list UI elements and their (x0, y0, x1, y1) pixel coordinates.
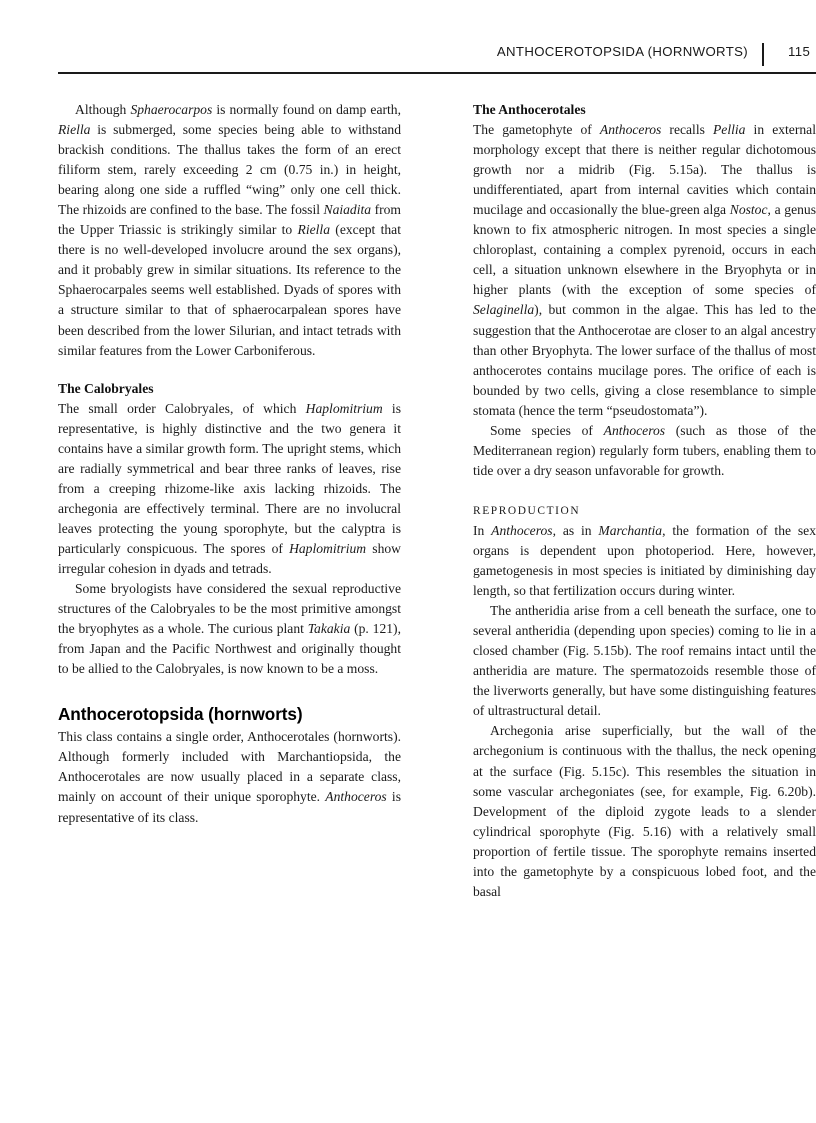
paragraph: Some species of Anthoceros (such as those of the Mediterranean region) regularly form tubers, enabling them to tide over a dry season unfavorable for growth. (473, 422, 816, 478)
italic-term: Riella (297, 222, 330, 238)
paragraph: This class contains a single order, Anthocerotales (hornworts). Although formerly included with Marchantiopsida, the Anthocerotales are now usually placed in a separate class, mainly on account of their unique sporophyte. Anthoceros is representative of its class. (58, 729, 402, 825)
italic-term: Selaginella (473, 302, 535, 318)
italic-term: Takakia (307, 621, 351, 637)
paragraph: Archegonia arise superficially, but the wall of the archegonium is continuous with the thallus, the neck opening at the surface (Fig. 5.15c). This resembles the situation in some vascular archegoniates (see, for example, Fig. 6.20b). Development of the diploid zygote leads to a slender cylindrical sporophyte (Fig. 5.16) with a relatively small proportion of fertile tissue. The sporophyte remains inserted into the gametophyte by a conspicuous lobed foot, and the basal (473, 723, 816, 899)
italic-term: Nostoc (729, 202, 768, 218)
right-column (473, 100, 816, 902)
italic-term: Haplomitrium (305, 400, 383, 416)
page-number: 115 (788, 44, 811, 59)
italic-term: Haplomitrium (289, 540, 367, 556)
paragraph: Although Sphaerocarpos is normally found on damp earth, Riella is submerged, some species being able to withstand brackish conditions. The thallus takes the form of an erect filiform stem, rarely exceeding 2 cm (0.75 in.) in height, bearing along one side a ruffled “wing” only one cell thick. The rhizoids are confined to the base. The fossil Naiadita from the Upper Triassic is strikingly similar to Riella (except that there is no well-developed involucre around the sex organs), and it probably grew in similar situations. Its reference to the Sphaerocarpales seems well established. Dyads of spores with a structure similar to that of sphaerocarpalean spores have been described from the lower Silurian, and intact tetrads with similar features from the Lower Carboniferous. (58, 102, 401, 358)
spacer (58, 679, 401, 703)
italic-term: Marchantia (598, 522, 663, 538)
subheading-reproduction: REPRODUCTION (473, 504, 581, 517)
subheading-anthocerotales: The Anthocerotales (473, 102, 586, 117)
italic-term: Naiadita (323, 202, 372, 218)
header-horizontal-rule (58, 72, 816, 74)
spacer (58, 361, 401, 379)
paragraph: Some bryologists have considered the sexual reproductive structures of the Calobryales to be the most primitive amongst the bryophytes as a whole. The curious plant Takakia (p. 121), from Japan and the Pacific Northwest and originally thought to be allied to the Calobryales, is now known to be a moss. (58, 581, 401, 677)
header-title: ANTHOCEROTOPSIDA (HORNWORTS) (496, 44, 748, 59)
italic-term: Anthoceros (325, 789, 387, 805)
paragraph: In Anthoceros, as in Marchantia, the formation of the sex organs is dependent upon photoperiod. Here, however, gametogenesis in most species is initiated by diminishing day length, so that fertilization occurs during winter. (473, 522, 816, 599)
section-heading-anthocerotopsida: Anthocerotopsida (hornworts) (58, 704, 303, 725)
left-column (58, 100, 401, 828)
paragraph: The antheridia arise from a cell beneath the surface, one to several antheridia (depending upon species) coming to lie in a closed chamber (Fig. 5.15b). The roof remains intact until the antheridia are mature. The spermatozoids resemble those of the liverworts generally, but have some distinguishing features of ultrastructural detail. (473, 603, 816, 719)
italic-term: Anthoceros (491, 522, 553, 538)
italic-term: Anthoceros (603, 422, 666, 438)
italic-term: Sphaerocarpos (130, 102, 213, 117)
header-separator-rule (762, 43, 764, 66)
italic-term: Riella (58, 122, 91, 138)
subheading-calobryales: The Calobryales (58, 380, 154, 396)
italic-term: Pellia (712, 122, 746, 138)
running-header (58, 44, 816, 74)
spacer (473, 481, 816, 501)
italic-term: Anthoceros (599, 122, 662, 138)
paragraph: The gametophyte of Anthoceros recalls Pellia in external morphology except that there is neither regular dichotomous growth nor a midrib (Fig. 5.15a). The thallus is undifferentiated, apart from internal cavities which contain mucilage and occasionally the blue-green alga Nostoc, a genus known to fix atmospheric nitrogen. In most species a single chloroplast, containing a complex pyrenoid, occurs in each cell, a situation unknown elsewhere in the Bryophyta or in higher plants (with the exception of some species of Selaginella), but common in the algae. This has led to the suggestion that the Anthocerotae are closer to an algal ancestry than other Bryophyta. The lower surface of the thallus of most anthocerotes contains mucilage pores. The orifice of each is bounded by two cells, giving a close resemblance to simple stomata (hence the term “pseudostomata”). (473, 122, 816, 418)
paragraph: The small order Calobryales, of which Haplomitrium is representative, is highly distinctive and the two genera it contains have a similar growth form. The upright stems, which are radially symmetrical and bear three ranks of leaves, rise from a creeping rhizome-like axis lacking rhizoids. The archegonia are effectively terminal. There are no involucral leaves protecting the young sporophyte, but the calyptra is particularly conspicuous. The spores of Haplomitrium show irregular cohesion in dyads and tetrads. (58, 400, 402, 577)
